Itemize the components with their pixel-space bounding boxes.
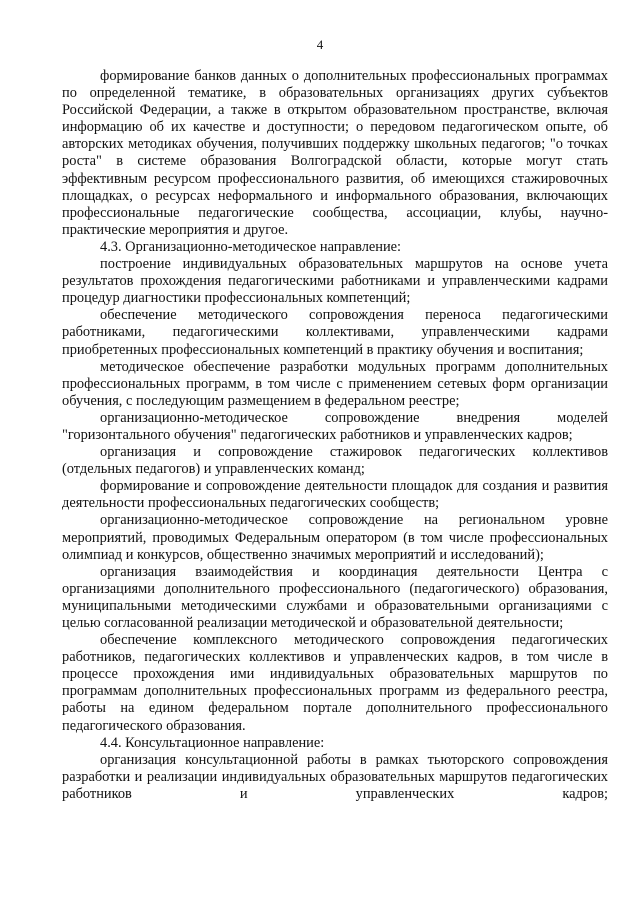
document-body (62, 68, 608, 803)
paragraph-consulting: организация консультационной работы в рамках тьюторского сопровождения разработки и реализации индивидуальных образовательных маршрутов педагогических работников и управленческих кадров; (62, 751, 608, 802)
paragraph-modular-programs: методическое обеспечение разработки модульных программ дополнительных профессиональных программ, в том числе с применением сетевых форм организации обучения, с последующим размещением в федеральном реестре; (62, 358, 608, 409)
paragraph-horizontal-learning: организационно-методическое сопровождение внедрения моделей "горизонтального обучения" педагогических работников и управленческих кадров; (62, 409, 608, 443)
paragraph-communities: формирование и сопровождение деятельности площадок для создания и развития деятельности профессиональных педагогических сообществ; (62, 478, 608, 512)
paragraph-methodical-support: обеспечение методического сопровождения переноса педагогическими работниками, педагогическими коллективами, управленческими кадрами приобретенных профессиональных компетенций в практику обучения и воспитания; (62, 307, 608, 358)
paragraph-coordination: организация взаимодействия и координация деятельности Центра с организациями дополнительного профессионального (педагогического) образования, муниципальными методическими службами и образовательными организациями с целью согласованной реализации методической и образовательной деятельности; (62, 563, 608, 631)
paragraph-regional-events: организационно-методическое сопровождение на региональном уровне мероприятий, проводимых Федеральным оператором (в том числе профессиональных олимпиад и конкурсов, общественно значимых мероприятий и исследований); (62, 512, 608, 563)
paragraph-individual-routes: построение индивидуальных образовательных маршрутов на основе учета результатов прохождения педагогическими работниками и управленческими кадрами процедур диагностики профессиональных компетенций; (62, 256, 608, 307)
section-heading-4-3: 4.3. Организационно-методическое направление: (100, 238, 402, 255)
section-heading-4-4: 4.4. Консультационное направление: (100, 734, 325, 751)
paragraph-data-banks: формирование банков данных о дополнительных профессиональных программах по определенной тематике, в образовательных организациях других субъектов Российской Федерации, а также в открытом образовательном пространстве, включая информацию об их качестве и доступности; о передовом педагогическом опыте, об авторских методиках обучения, получивших поддержку школьных педагогов; "о точках роста" в системе образования Волгоградской области, которые могут стать эффективным ресурсом профессионального развития, об имеющихся стажировочных площадках, о ресурсах неформального и информального образования, включающих профессиональные педагогические сообщества, ассоциации, клубы, научно-практические мероприятия и другое. (62, 68, 608, 238)
page-number: 4 (316, 37, 324, 52)
paragraph-internships: организация и сопровождение стажировок педагогических коллективов (отдельных педагогов) и управленческих команд; (62, 444, 608, 478)
paragraph-complex-support: обеспечение комплексного методического сопровождения педагогических работников, педагогических коллективов и управленческих кадров, в том числе в процессе прохождения ими индивидуальных образовательных маршрутов по программам дополнительных профессиональных программ из федерального реестра, работы на едином федеральном портале дополнительного профессионального педагогического образования. (62, 632, 608, 734)
